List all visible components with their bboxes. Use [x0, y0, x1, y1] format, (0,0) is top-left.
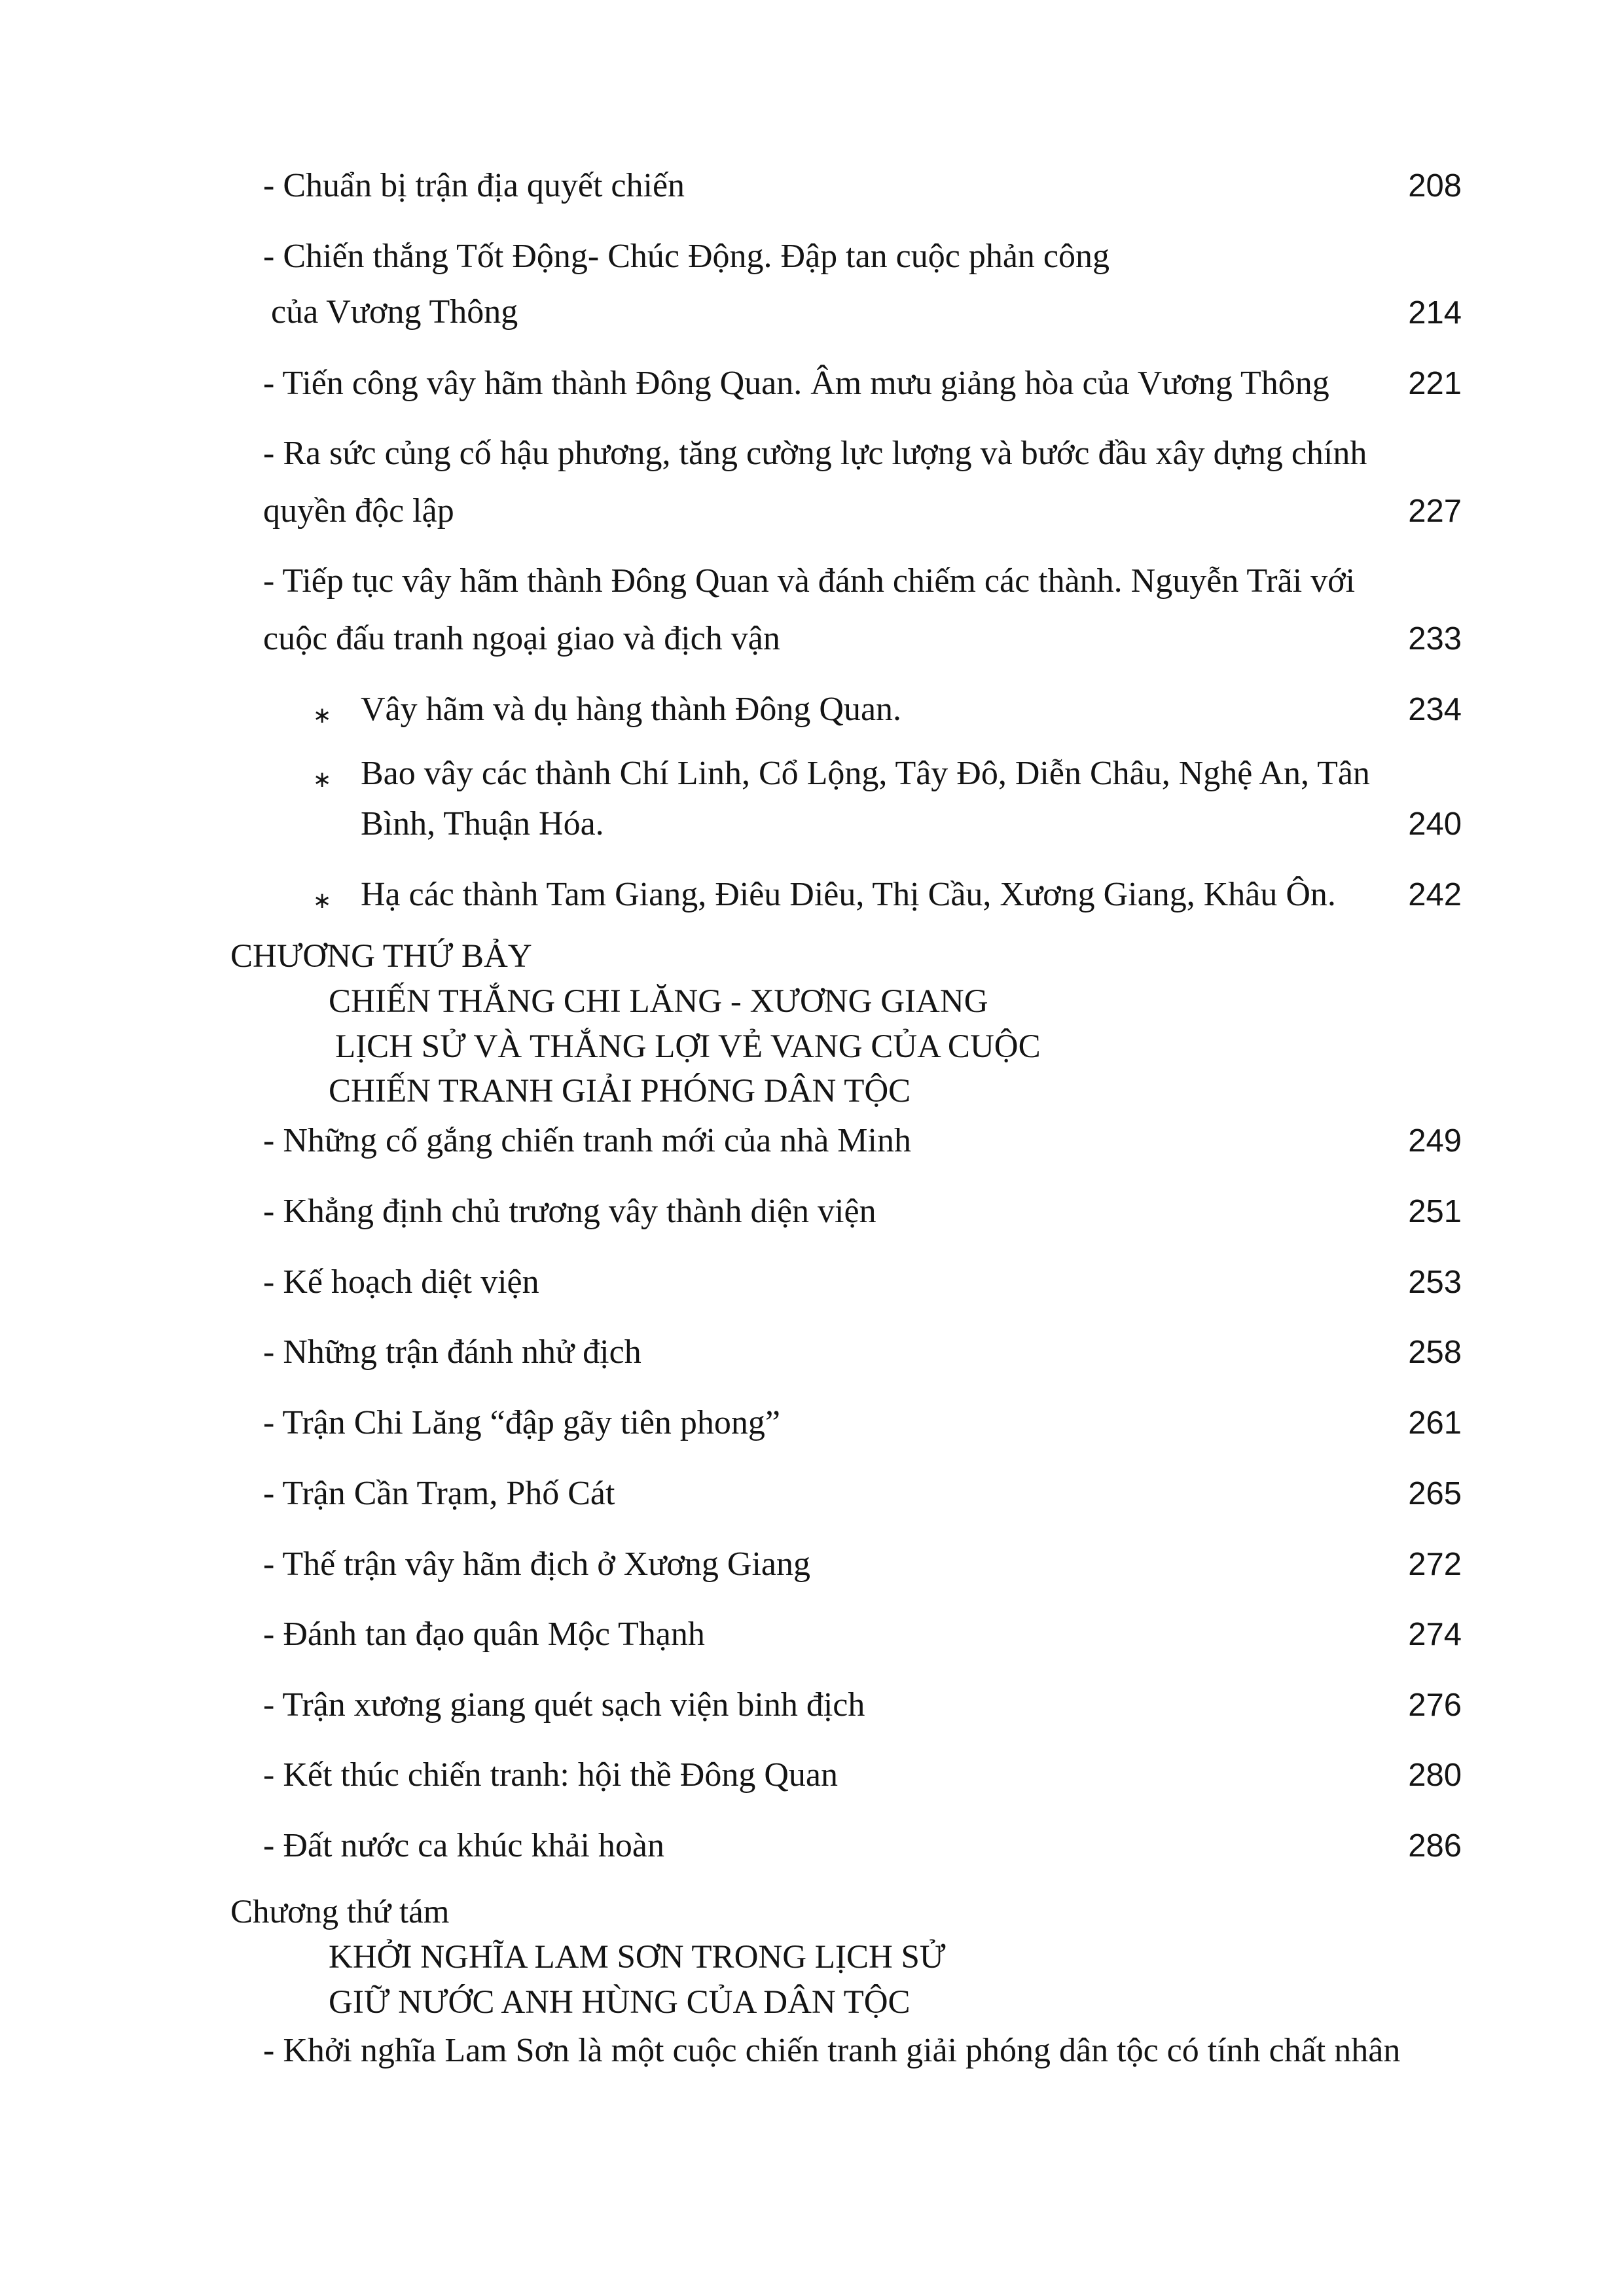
chapter-title: LỊCH SỬ VÀ THẮNG LỢI VẺ VANG CỦA CUỘC	[335, 1028, 1041, 1065]
toc-page-number: 274	[1408, 1617, 1462, 1652]
toc-entry-text-continued: cuộc đấu tranh ngoại giao và địch vận	[263, 620, 780, 657]
chapter-title: CHIẾN THẮNG CHI LĂNG - XƯƠNG GIANG	[329, 983, 988, 1020]
toc-entry-text: - Chuẩn bị trận địa quyết chiến	[263, 167, 685, 204]
toc-entry-text: - Kế hoạch diệt viện	[263, 1263, 539, 1301]
toc-entry-text: - Ra sức củng cố hậu phương, tăng cường lực lượng và bước đầu xây dựng chính	[263, 435, 1367, 472]
toc-entry-text: - Tiến công vây hãm thành Đông Quan. Âm mưu giảng hòa của Vương Thông	[263, 365, 1329, 402]
toc-subentry-text: Hạ các thành Tam Giang, Điêu Diêu, Thị Cầu, Xương Giang, Khâu Ôn.	[361, 876, 1336, 913]
toc-entry-text: - Khởi nghĩa Lam Sơn là một cuộc chiến tranh giải phóng dân tộc có tính chất nhân	[263, 2032, 1401, 2069]
chapter-title: GIỮ NƯỚC ANH HÙNG CỦA DÂN TỘC	[329, 1984, 911, 2021]
toc-page-number: 208	[1408, 168, 1462, 204]
bullet-marker: ∗	[313, 702, 332, 729]
toc-subentry-text-continued: Bình, Thuận Hóa.	[361, 805, 604, 842]
toc-page-number: 221	[1408, 366, 1462, 401]
toc-page-number: 251	[1408, 1194, 1462, 1229]
toc-page-number: 261	[1408, 1405, 1462, 1441]
toc-entry-text-continued: của Vương Thông	[271, 293, 518, 331]
toc-page-number: 258	[1408, 1335, 1462, 1370]
toc-page-number: 253	[1408, 1265, 1462, 1300]
chapter-label: Chương thứ tám	[230, 1894, 450, 1930]
toc-entry-text: - Những trận đánh nhử địch	[263, 1333, 641, 1371]
toc-entry-text: - Những cố gắng chiến tranh mới của nhà Minh	[263, 1122, 911, 1159]
toc-page-number: 214	[1408, 295, 1462, 331]
toc-page-number: 240	[1408, 806, 1462, 842]
toc-entry-text: - Kết thúc chiến tranh: hội thề Đông Quan	[263, 1756, 838, 1794]
toc-subentry-text: Vây hãm và dụ hàng thành Đông Quan.	[361, 691, 902, 728]
toc-page-number: 286	[1408, 1828, 1462, 1864]
toc-page-number: 233	[1408, 621, 1462, 657]
toc-entry-text: - Tiếp tục vây hãm thành Đông Quan và đánh chiếm các thành. Nguyễn Trãi với	[263, 562, 1356, 600]
toc-entry-text: - Đất nước ca khúc khải hoàn	[263, 1827, 665, 1864]
bullet-marker: ∗	[313, 767, 332, 793]
toc-page-number: 272	[1408, 1547, 1462, 1582]
toc-entry-text: - Trận Cần Trạm, Phố Cát	[263, 1475, 615, 1512]
toc-entry-text: - Trận xương giang quét sạch viện binh địch	[263, 1686, 865, 1724]
toc-page-number: 280	[1408, 1758, 1462, 1793]
toc-subentry-text: Bao vây các thành Chí Linh, Cổ Lộng, Tây Đô, Diễn Châu, Nghệ An, Tân	[361, 755, 1370, 792]
toc-page-number: 227	[1408, 494, 1462, 529]
toc-page-number: 234	[1408, 692, 1462, 727]
toc-page-number: 276	[1408, 1688, 1462, 1723]
toc-entry-text: - Chiến thắng Tốt Động- Chúc Động. Đập tan cuộc phản công	[263, 238, 1110, 275]
toc-page-number: 249	[1408, 1123, 1462, 1159]
toc-entry-text-continued: quyền độc lập	[263, 492, 454, 530]
bullet-marker: ∗	[313, 888, 332, 914]
toc-page-number: 242	[1408, 877, 1462, 913]
toc-entry-text: - Trận Chi Lăng “đập gãy tiên phong”	[263, 1404, 780, 1441]
chapter-title: KHỞI NGHĨA LAM SƠN TRONG LỊCH SỬ	[329, 1939, 946, 1976]
toc-entry-text: - Thế trận vây hãm địch ở Xương Giang	[263, 1545, 811, 1583]
toc-entry-text: - Khẳng định chủ trương vây thành diện viện	[263, 1193, 876, 1230]
toc-entry-text: - Đánh tan đạo quân Mộc Thạnh	[263, 1616, 705, 1653]
toc-page-number: 265	[1408, 1476, 1462, 1511]
chapter-label: CHƯƠNG THỨ BẢY	[230, 938, 532, 975]
chapter-title: CHIẾN TRANH GIẢI PHÓNG DÂN TỘC	[329, 1073, 911, 1110]
